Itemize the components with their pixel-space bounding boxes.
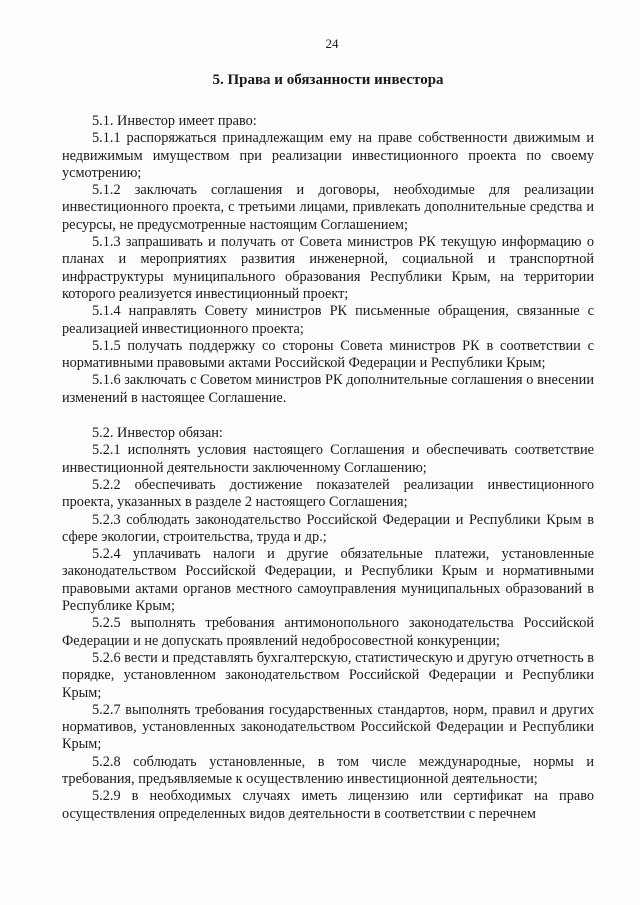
obligations-item-5-2-9: 5.2.9 в необходимых случаях иметь лицензию или сертификат на право осуществления определенных видов деятельности в соответствии с перечнем	[62, 788, 594, 822]
section-title: 5. Права и обязанности инвестора	[212, 72, 444, 88]
section-spacer	[62, 407, 594, 425]
rights-item-5-1-3: 5.1.3 запрашивать и получать от Совета министров РК текущую информацию о планах и мероприятиях развития инженерной, социальной и транспортной инфраструктуры муниципального образования Республики Крым, на территории которого реализуется инвестиционный проект;	[62, 234, 594, 302]
rights-heading: 5.1. Инвестор имеет право:	[92, 113, 257, 129]
page-number: 24	[325, 36, 339, 51]
obligations-item-5-2-8: 5.2.8 соблюдать установленные, в том числе международные, нормы и требования, предъявляемые к осуществлению инвестиционной деятельности;	[62, 753, 594, 787]
obligations-item-5-2-1: 5.2.1 исполнять условия настоящего Соглашения и обеспечивать соответствие инвестиционной деятельности заключенному Соглашению;	[62, 442, 594, 476]
obligations-item-5-2-5: 5.2.5 выполнять требования антимонопольного законодательства Российской Федерации и не допускать проявлений недобросовестной конкуренции;	[62, 615, 594, 649]
obligations-item-5-2-4: 5.2.4 уплачивать налоги и другие обязательные платежи, установленные законодательством Российской Федерации, и Республики Крым и нормативными правовыми актами органов местного самоуправления муниципальных образований в Республике Крым;	[62, 546, 594, 615]
obligations-item-5-2-3: 5.2.3 соблюдать законодательство Российской Федерации и Республики Крым в сфере экологии, строительства, труда и др.;	[62, 511, 594, 545]
rights-item-5-1-4: 5.1.4 направлять Совету министров РК письменные обращения, связанные с реализацией инвестиционного проекта;	[62, 303, 594, 337]
obligations-item-5-2-6: 5.2.6 вести и представлять бухгалтерскую, статистическую и другую отчетность в порядке, установленном законодательством Российской Федерации и Республики Крым;	[62, 649, 594, 701]
rights-item-5-1-1: 5.1.1 распоряжаться принадлежащим ему на праве собственности движимым и недвижимым имуществом при реализации инвестиционного проекта по своему усмотрению;	[62, 130, 594, 181]
obligations-item-5-2-7: 5.2.7 выполнять требования государственных стандартов, норм, правил и других нормативов, установленных законодательством Российской Федерации и Республики Крым;	[62, 701, 594, 753]
rights-item-5-1-6: 5.1.6 заключать с Советом министров РК дополнительные соглашения о внесении изменений в настоящее Соглашение.	[62, 372, 594, 406]
rights-item-5-1-5: 5.1.5 получать поддержку со стороны Совета министров РК в соответствии с нормативными правовыми актами Российской Федерации и Республики Крым;	[62, 337, 594, 372]
obligations-heading: 5.2. Инвестор обязан:	[92, 425, 223, 442]
rights-item-5-1-2: 5.1.2 заключать соглашения и договоры, необходимые для реализации инвестиционного проекта, с третьими лицами, привлекать дополнительные средства и ресурсы, не предусмотренные настоящим Соглашением;	[62, 182, 594, 233]
obligations-item-5-2-2: 5.2.2 обеспечивать достижение показателей реализации инвестиционного проекта, указанных в разделе 2 настоящего Соглашения;	[62, 476, 594, 511]
